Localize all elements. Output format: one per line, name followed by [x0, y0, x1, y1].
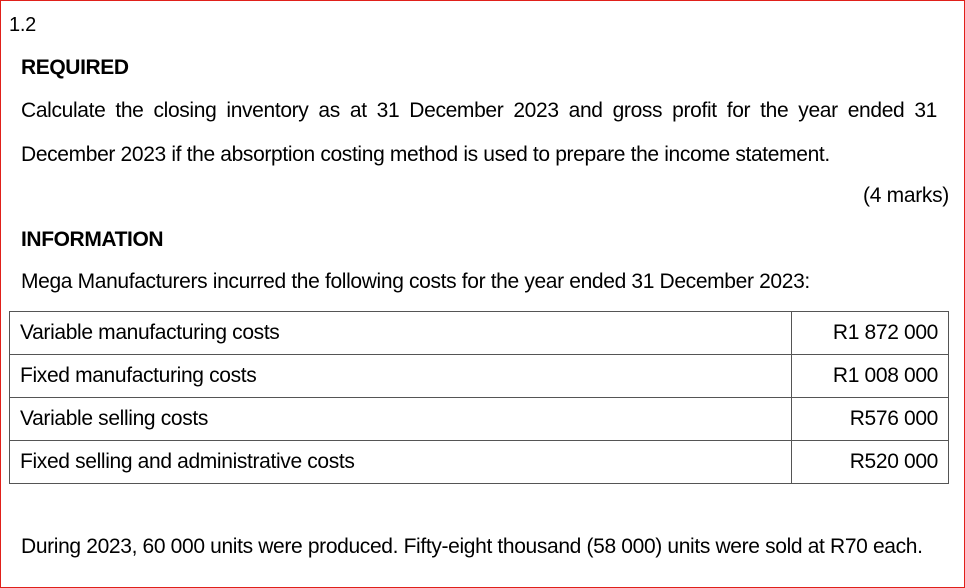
information-heading: INFORMATION [21, 228, 164, 251]
table-row [10, 355, 949, 398]
table-row [10, 312, 949, 355]
cost-label: Fixed selling and administrative costs [10, 441, 792, 484]
costs-table [9, 311, 949, 484]
cost-amount: R1 008 000 [792, 355, 949, 398]
required-heading: REQUIRED [21, 56, 129, 79]
marks-allocation: (4 marks) [863, 184, 949, 207]
required-task-text: Calculate the closing inventory as at 31 December 2023 and gross profit for the year ended 31 December 2023 if the absorption costing method is used to prepare the income statement. [21, 99, 937, 166]
cost-label: Variable selling costs [10, 398, 792, 441]
cost-label: Fixed manufacturing costs [10, 355, 792, 398]
question-number: 1.2 [9, 14, 36, 36]
production-sales-text: During 2023, 60 000 units were produced. Fifty-eight thousand (58 000) units were sold at R70 each. [21, 535, 923, 558]
cost-amount: R1 872 000 [792, 312, 949, 355]
table-row [10, 398, 949, 441]
cost-amount: R576 000 [792, 398, 949, 441]
cost-amount: R520 000 [792, 441, 949, 484]
cost-label: Variable manufacturing costs [10, 312, 792, 355]
table-row [10, 441, 949, 484]
information-intro-text: Mega Manufacturers incurred the following costs for the year ended 31 December 2023: [21, 270, 810, 293]
